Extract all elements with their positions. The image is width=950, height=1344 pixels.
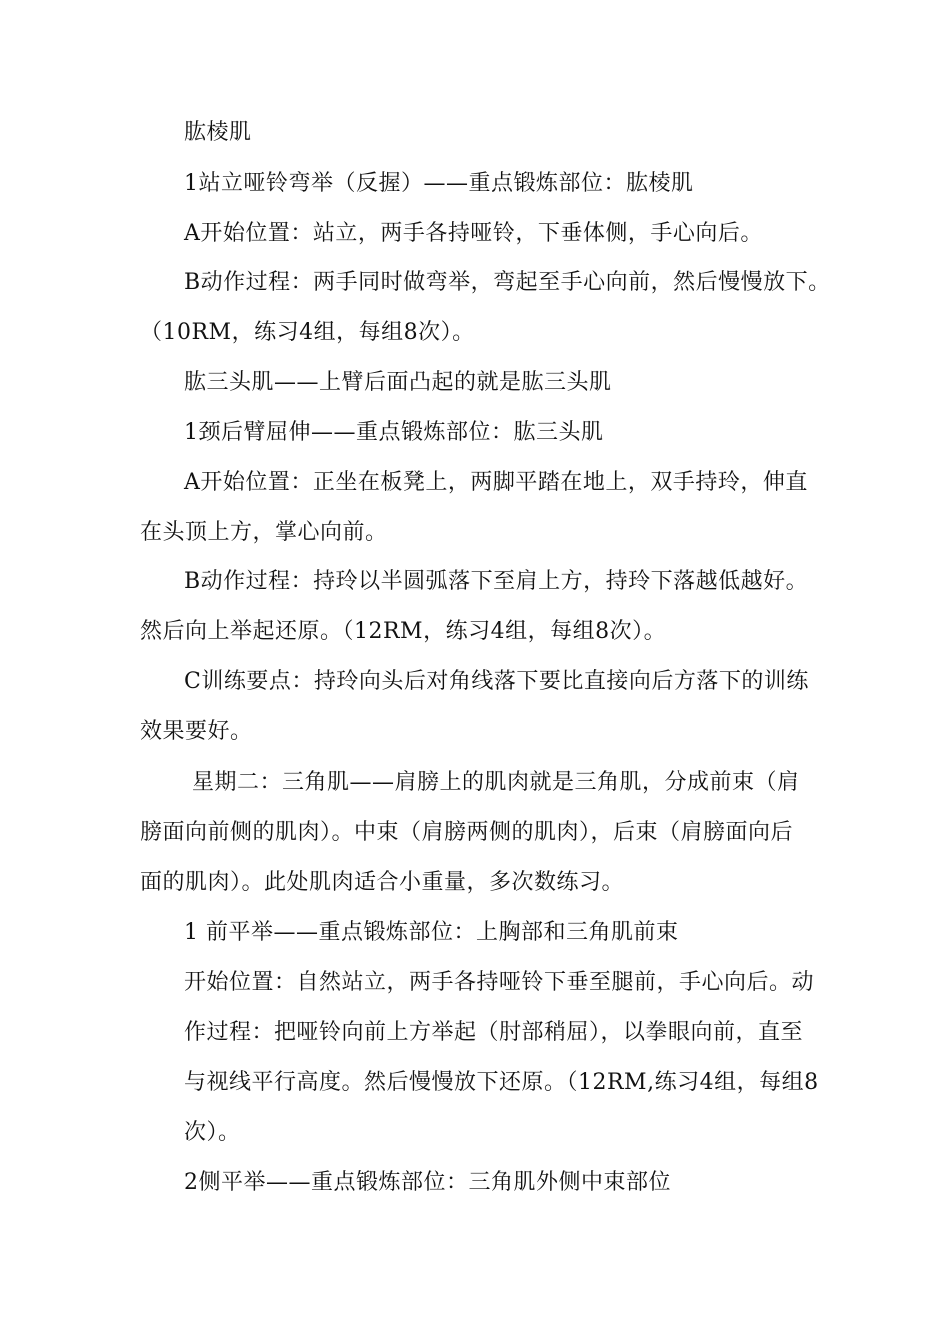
paragraph-line: 在头顶上方，掌心向前。: [140, 520, 388, 545]
exercise-title-overhead-extension: 1颈后臂屈伸——重点锻炼部位：肱三头肌: [184, 420, 604, 445]
paragraph-line: B动作过程：两手同时做弯举，弯起至手心向前，然后慢慢放下。: [184, 270, 831, 295]
paragraph-line: 效果要好。: [140, 719, 253, 744]
paragraph-line: 作过程：把哑铃向前上方举起（肘部稍屈），以拳眼向前，直至: [184, 1020, 804, 1045]
paragraph-line: 膀面向前侧的肌肉）。中束（肩膀两侧的肌肉），后束（肩膀面向后: [140, 820, 794, 845]
section-heading-triceps: 肱三头肌——上臂后面凸起的就是肱三头肌: [184, 370, 612, 395]
paragraph-line: C训练要点：持玲向头后对角线落下要比直接向后方落下的训练: [184, 669, 809, 694]
paragraph-line: 与视线平行高度。然后慢慢放下还原。（12RM,练习4组，每组8: [184, 1070, 819, 1095]
paragraph-line: 然后向上举起还原。（12RM，练习4组，每组8次）。: [140, 619, 667, 644]
exercise-title-front-raise: 1 前平举——重点锻炼部位：上胸部和三角肌前束: [184, 920, 679, 945]
paragraph-line: B动作过程：持玲以半圆弧落下至肩上方，持玲下落越低越好。: [184, 569, 809, 594]
paragraph-line: A开始位置：正坐在板凳上，两脚平踏在地上，双手持玲，伸直: [184, 470, 808, 495]
paragraph-line: （10RM，练习4组，每组8次）。: [140, 320, 475, 345]
paragraph-line: 次）。: [184, 1120, 241, 1145]
paragraph-line: A开始位置：站立，两手各持哑铃，下垂体侧，手心向后。: [184, 221, 763, 246]
section-heading-tuesday-deltoid: 星期二：三角肌——肩膀上的肌肉就是三角肌，分成前束（肩: [192, 770, 800, 795]
exercise-title-standing-curl: 1站立哑铃弯举（反握）——重点锻炼部位：肱棱肌: [184, 171, 694, 196]
paragraph-line: 面的肌肉）。此处肌肉适合小重量，多次数练习。: [140, 870, 625, 895]
section-heading-brachioradialis: 肱棱肌: [184, 120, 252, 145]
exercise-title-lateral-raise: 2侧平举——重点锻炼部位：三角肌外侧中束部位: [184, 1170, 671, 1195]
paragraph-line: 开始位置：自然站立，两手各持哑铃下垂至腿前，手心向后。动: [184, 970, 815, 995]
